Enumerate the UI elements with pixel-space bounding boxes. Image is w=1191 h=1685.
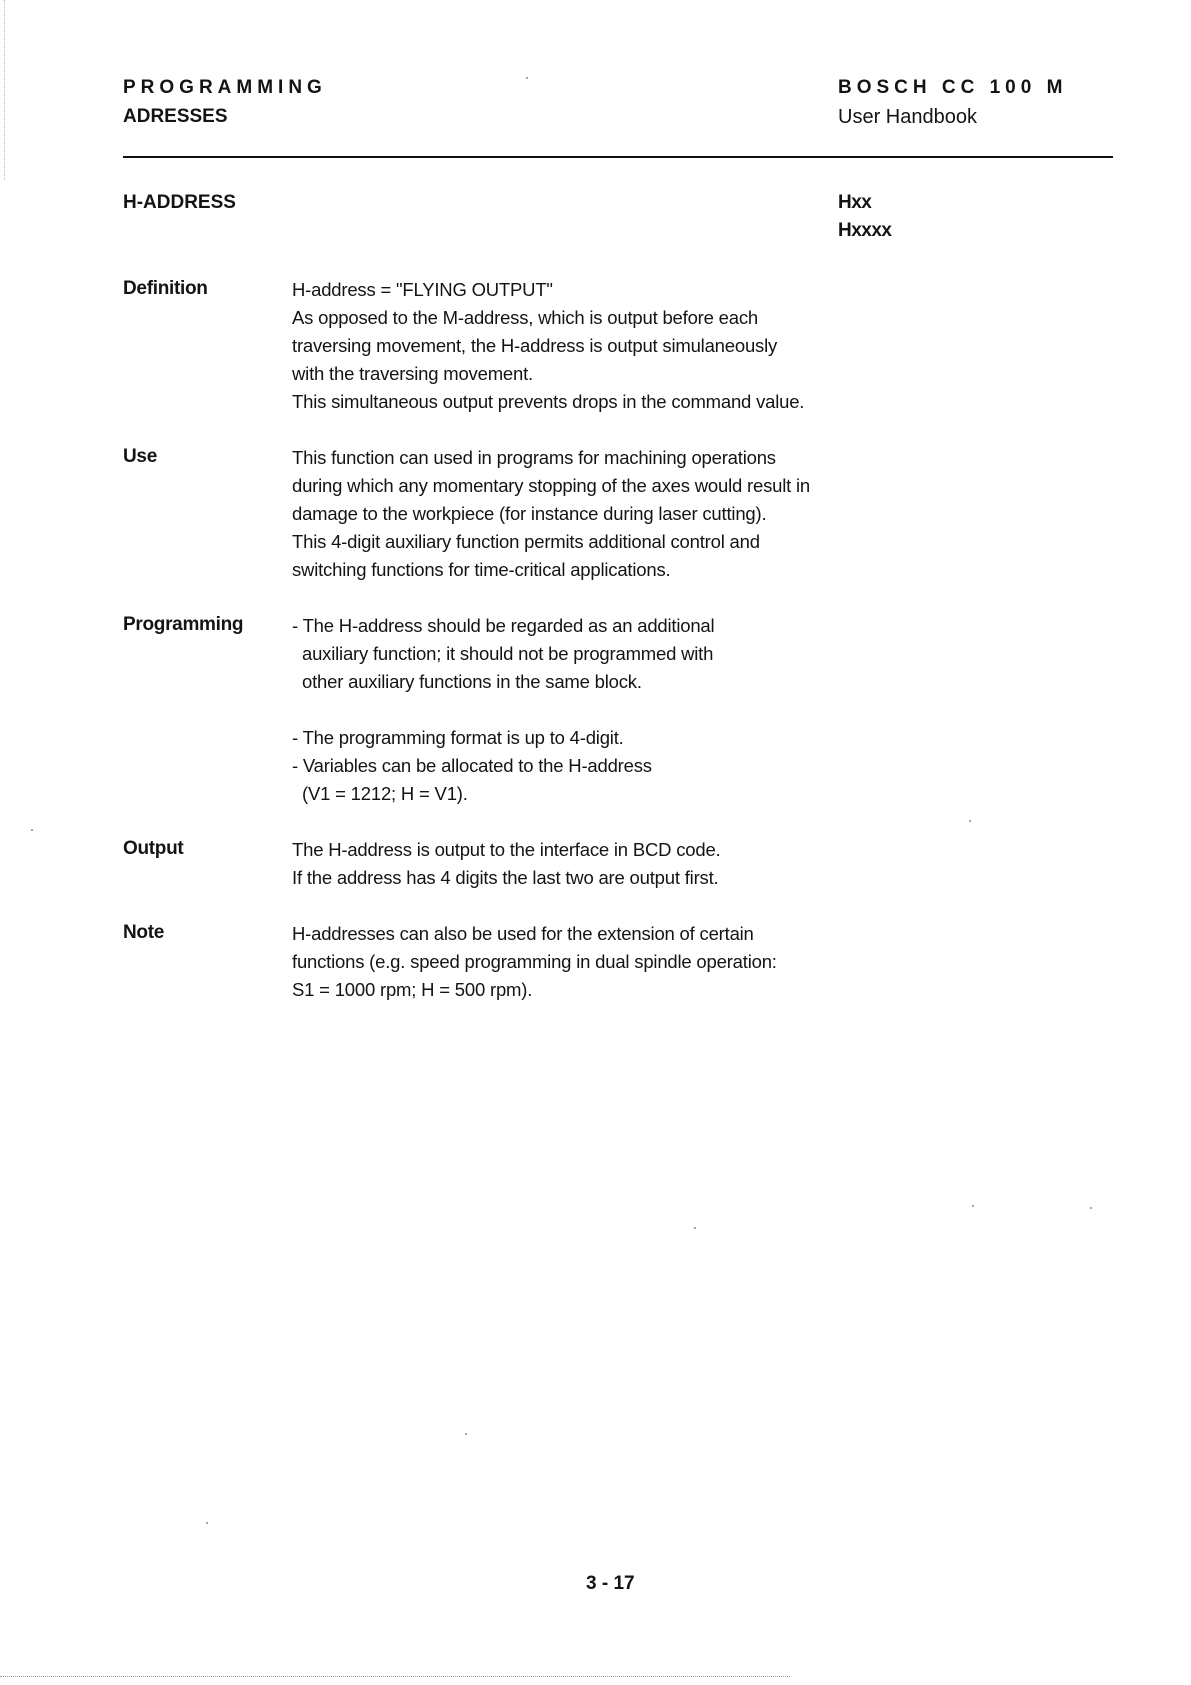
note-line: S1 = 1000 rpm; H = 500 rpm). [292, 979, 533, 1000]
programming-line: (V1 = 1212; H = V1). [302, 783, 468, 804]
output-line: The H-address is output to the interface in BCD code. [292, 839, 721, 860]
scan-speck [465, 1433, 467, 1435]
header-left-title: PROGRAMMING [123, 77, 327, 98]
programming-line: other auxiliary functions in the same block. [302, 671, 642, 692]
programming-line: - The H-address should be regarded as an additional [292, 615, 715, 636]
page-number: 3 - 17 [586, 1573, 635, 1594]
header-right-subtitle: User Handbook [838, 106, 977, 128]
programming-text-2 [292, 724, 652, 808]
definition-line: As opposed to the M-address, which is output before each [292, 307, 758, 328]
programming-line: - The programming format is up to 4-digit. [292, 727, 624, 748]
output-text [292, 836, 721, 892]
header-rule [123, 156, 1113, 158]
header-left-subtitle: ADRESSES [123, 106, 228, 127]
format-long: Hxxxx [838, 220, 892, 241]
format-short: Hxx [838, 192, 872, 213]
scan-edge-mark [4, 0, 5, 180]
use-line: This 4-digit auxiliary function permits additional control and [292, 531, 760, 552]
definition-line: This simultaneous output prevents drops in the command value. [292, 391, 805, 412]
scan-speck [1090, 1207, 1092, 1209]
definition-line: H-address = "FLYING OUTPUT" [292, 279, 553, 300]
note-line: H-addresses can also be used for the extension of certain [292, 923, 754, 944]
section-title: H-ADDRESS [123, 192, 236, 213]
header-right-title: BOSCH CC 100 M [838, 77, 1068, 98]
definition-line: with the traversing movement. [292, 363, 533, 384]
note-label: Note [123, 922, 165, 943]
scan-speck [526, 77, 528, 79]
definition-label: Definition [123, 278, 208, 299]
definition-line: traversing movement, the H-address is output simulaneously [292, 335, 778, 356]
scan-bottom-edge [0, 1676, 790, 1677]
note-text [292, 920, 777, 1004]
output-line: If the address has 4 digits the last two are output first. [292, 867, 719, 888]
programming-text-1 [292, 612, 714, 696]
scan-speck [969, 820, 971, 822]
scan-speck [206, 1522, 208, 1524]
scan-speck [31, 829, 33, 831]
use-line: switching functions for time-critical applications. [292, 559, 671, 580]
scan-speck [972, 1205, 974, 1207]
scan-speck [694, 1227, 696, 1229]
use-text [292, 444, 810, 584]
definition-text [292, 276, 804, 416]
use-line: damage to the workpiece (for instance during laser cutting). [292, 503, 767, 524]
output-label: Output [123, 838, 184, 859]
programming-line: - Variables can be allocated to the H-address [292, 755, 652, 776]
programming-line: auxiliary function; it should not be programmed with [302, 643, 714, 664]
use-label: Use [123, 446, 157, 467]
use-line: This function can used in programs for machining operations [292, 447, 776, 468]
use-line: during which any momentary stopping of the axes would result in [292, 475, 811, 496]
programming-label: Programming [123, 614, 244, 635]
note-line: functions (e.g. speed programming in dual spindle operation: [292, 951, 777, 972]
